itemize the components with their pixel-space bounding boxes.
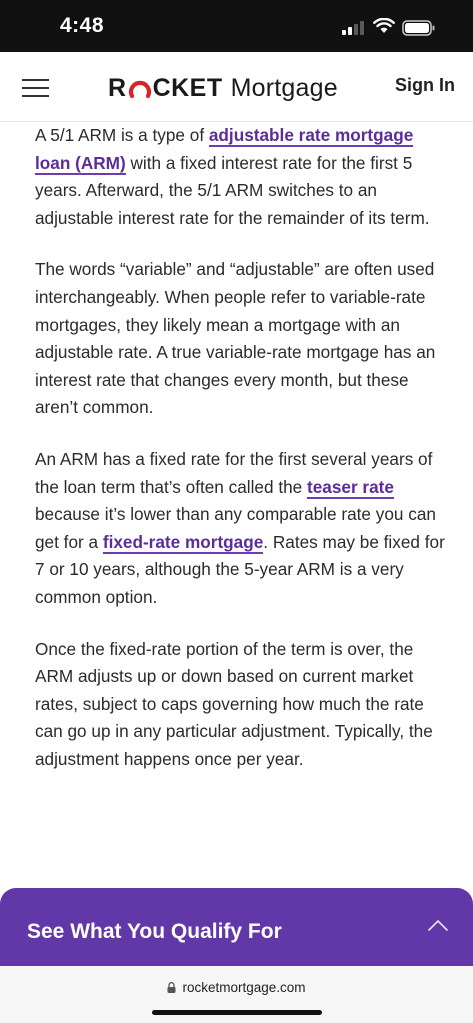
paragraph-5-1-arm: A 5/1 ARM is a type of adjustable rate mortgage loan (ARM) with a fixed interest rate for the first 5 years. Afterward, the 5/1 ARM switches to an adjustable interest rate for the remainder of its term. <box>35 125 430 228</box>
chevron-up-icon[interactable] <box>427 918 449 932</box>
logo-rocket-text: R CKET <box>108 73 223 102</box>
wifi-icon <box>373 18 395 34</box>
paragraph-arm-adjusts: Once the fixed-rate portion of the term is over, the ARM adjusts up or down based on current market rates, subject to caps governing how much the rate can go up in any particular adjustment. Typically, the adjustment happens once per year. <box>35 638 433 769</box>
sign-in-link[interactable]: Sign In <box>395 75 455 95</box>
link-teaser-rate[interactable]: teaser rate <box>307 476 394 497</box>
browser-address-bar <box>0 966 473 1023</box>
logo-mortgage-text: Mortgage <box>230 73 338 102</box>
url-text: rocketmortgage.com <box>182 980 306 995</box>
hamburger-menu-icon[interactable] <box>22 79 49 97</box>
status-time: 4:48 <box>60 14 105 37</box>
link-adjustable-rate-mortgage[interactable]: adjustable rate mortgage loan (ARM) <box>35 125 414 173</box>
article-body <box>35 122 445 797</box>
qualify-bar-label: See What You Qualify For <box>27 920 282 943</box>
home-indicator[interactable] <box>152 1010 322 1015</box>
cellular-signal-icon <box>342 19 366 35</box>
link-fixed-rate-mortgage[interactable]: fixed-rate mortgage <box>102 531 264 552</box>
logo-rocket-o-icon <box>128 78 152 100</box>
paragraph-teaser-rate: An ARM has a fixed rate for the first several years of the loan term that’s often called the teaser rate because it’s lower than any comparable rate you can get for a fixed-rate mortgage. Rates may be fixed for 7 or 10 years, although the 5-year ARM is a very common option. <box>35 448 445 607</box>
see-what-you-qualify-bar[interactable] <box>0 888 473 966</box>
status-bar <box>0 0 473 52</box>
url-display[interactable] <box>0 980 473 995</box>
rocket-mortgage-logo[interactable] <box>108 72 338 104</box>
battery-icon <box>402 20 436 36</box>
paragraph-variable-adjustable: The words “variable” and “adjustable” are often used interchangeably. When people refer to variable-rate mortgages, they likely mean a mortgage with an adjustable rate. A true variable-rate mortgage has an interest rate that changes every month, but these aren’t common. <box>35 259 436 418</box>
lock-icon <box>167 982 176 993</box>
site-header <box>0 52 473 122</box>
